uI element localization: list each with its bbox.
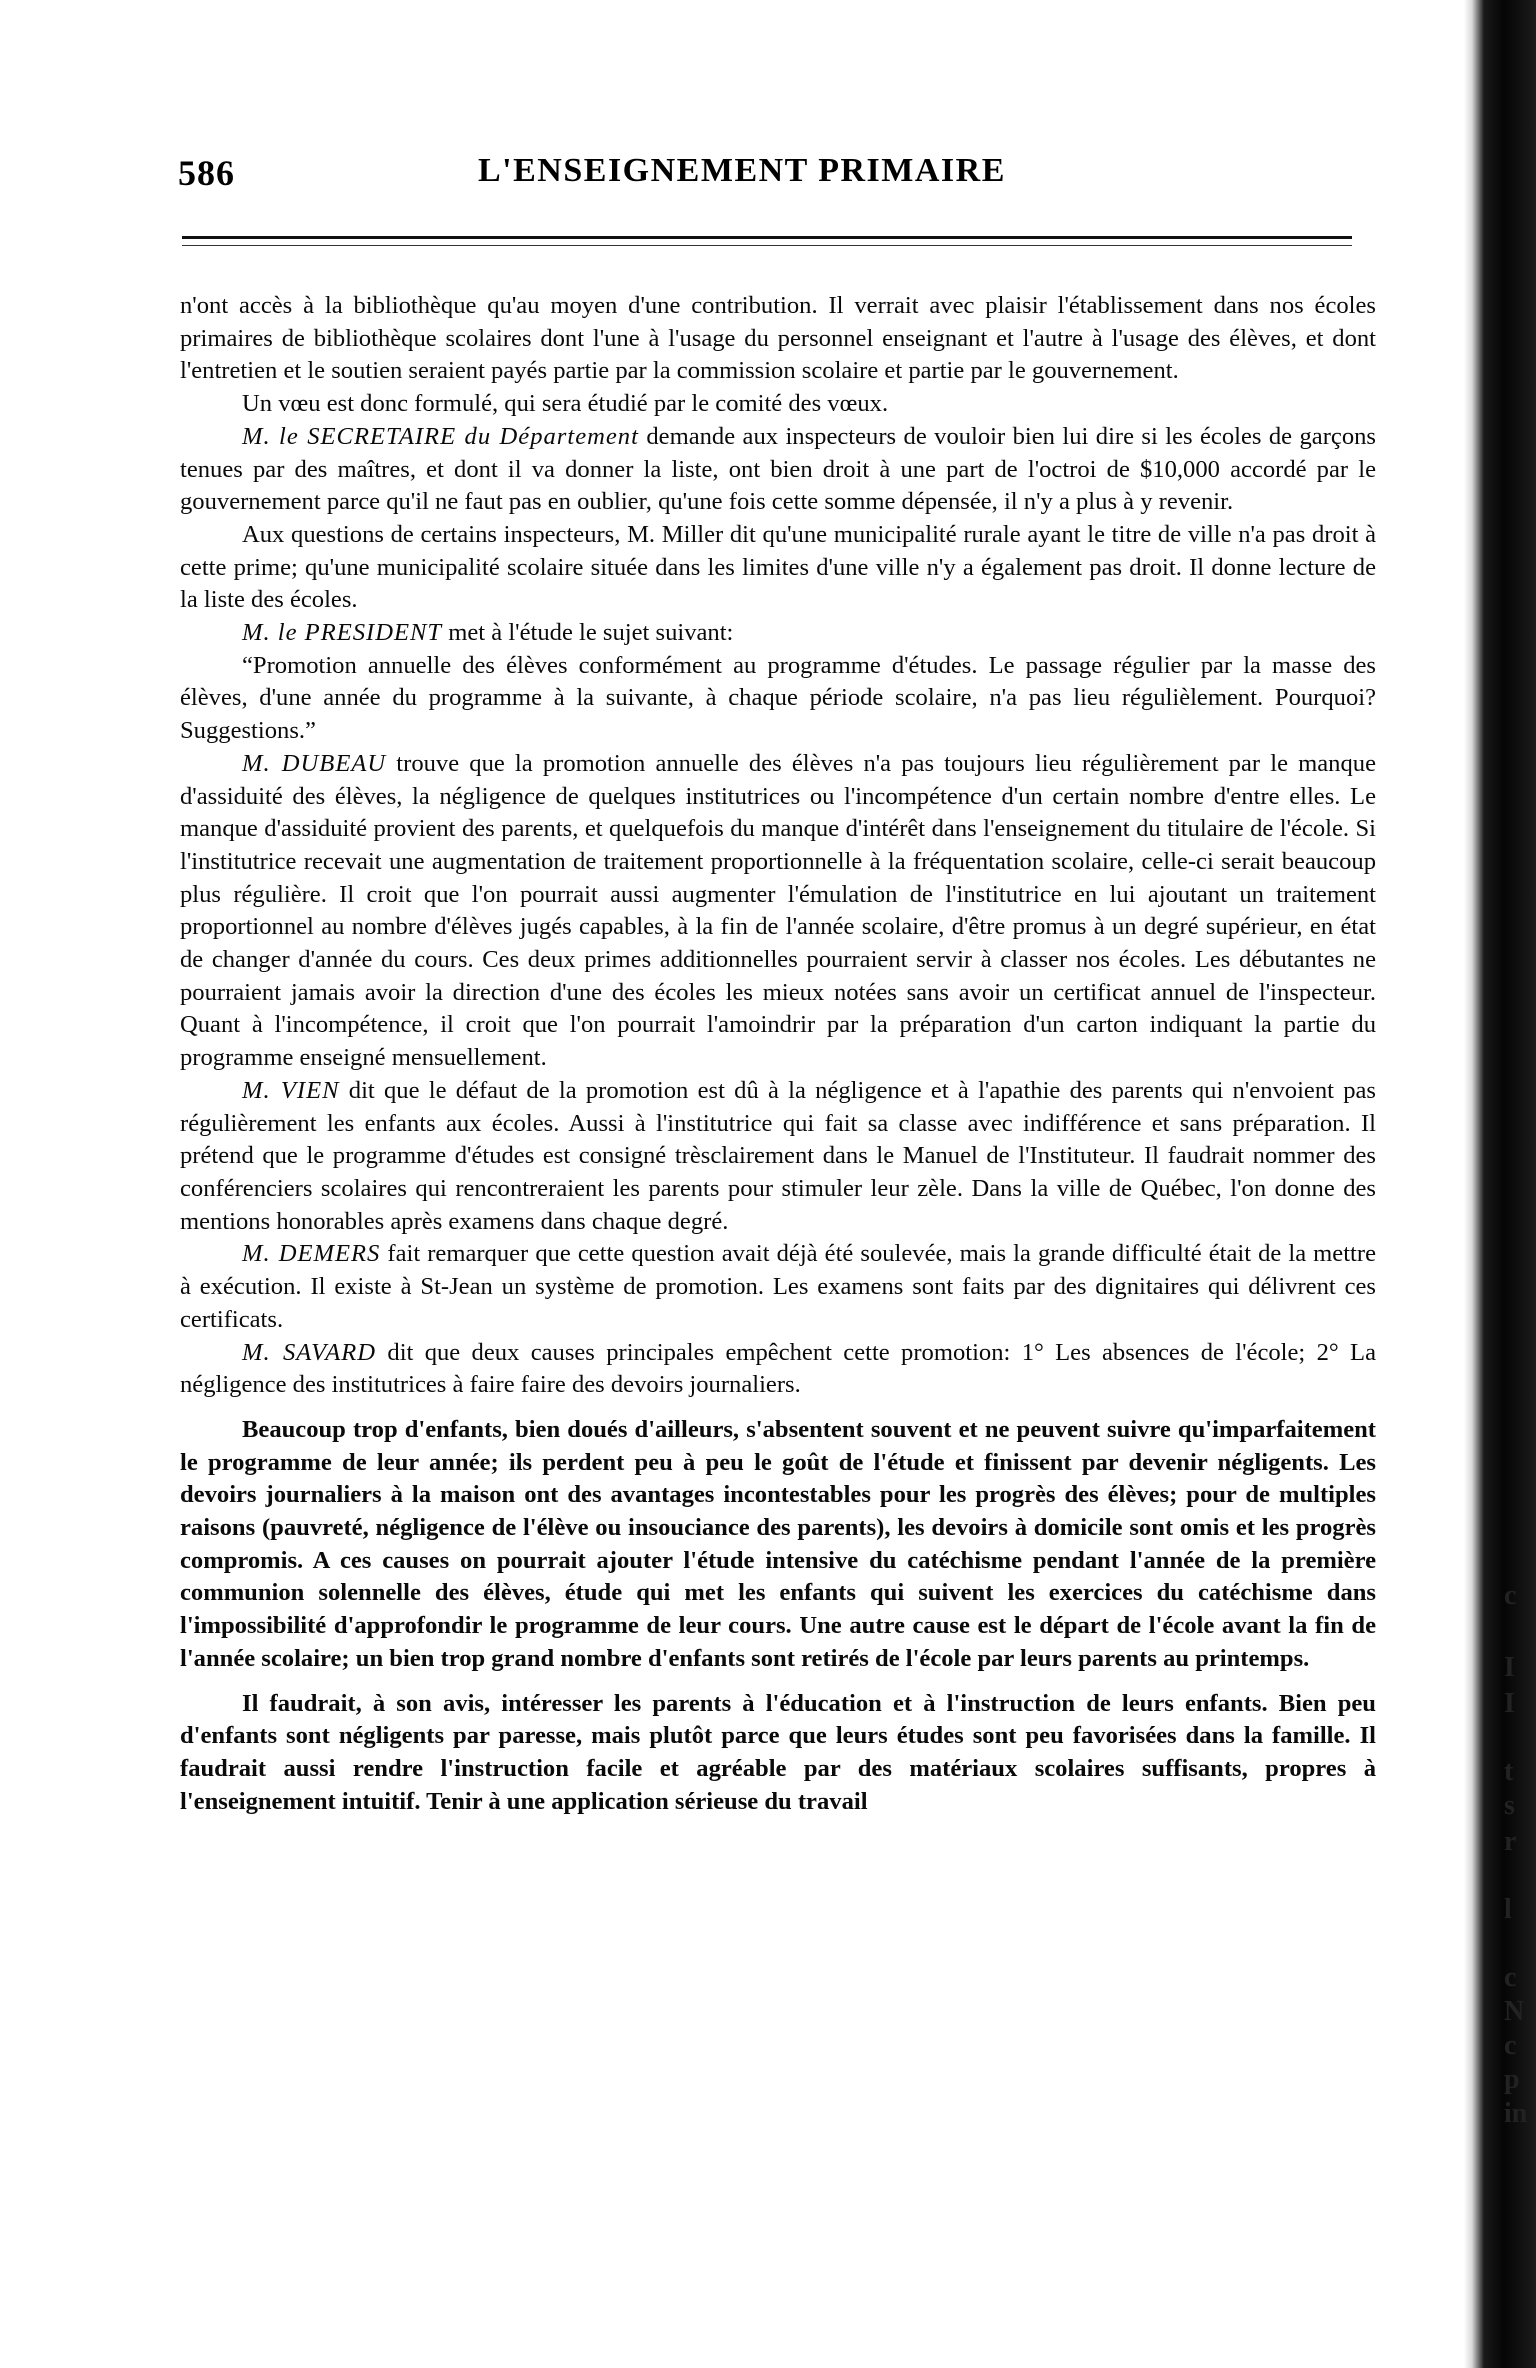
paragraph — [180, 519, 1376, 617]
paragraph-text: trouve que la promotion annuelle des élèves n'a pas toujours lieu régulièrement par le manque d'assiduité des élèves, la négligence de quelques institutrices ou l'incompétence d'un certain nombre d'entre elles. Le manque d'assiduité provient des parents, et quelquefois du manque d'intérêt dans l'enseignement du titulaire de l'école. Si l'institutrice recevait une augmentation de traitement proportionnelle à la fréquentation scolaire, celle-ci serait beaucoup plus régulière. Il croit que l'on pourrait aussi augmenter l'émulation de l'institutrice en lui ajoutant un traitement proportionnel au nombre d'élèves jugés capables, à la fin de l'année scolaire, d'être promus à un degré supérieur, en état de changer d'année du cours. Ces deux primes additionnelles pourraient servir à classer nos écoles. Les débutantes ne pourraient jamais avoir la direction d'une des écoles les mieux notées sans avoir un certificat annuel de l'inspecteur. Quant à l'incompétence, il croit que l'on pourrait l'amoindrir par la préparation d'un carton indiquant la partie du programme enseigné mensuellement. — [180, 749, 1376, 1072]
header-rule — [182, 236, 1352, 239]
speaker-name: M. SAVARD — [242, 1338, 377, 1366]
bleed-letter: c — [1504, 1580, 1517, 1611]
paragraph — [180, 1414, 1376, 1676]
paragraph-text: Il faudrait, à son avis, intéresser les parents à l'éducation et à l'instruction de leurs enfants. Bien peu d'enfants sont négligents par paresse, mais plutôt parce que leurs études sont peu favorisées dans la famille. Il faudrait aussi rendre l'instruction facile et agréable par des matériaux scolaires suffisants, propres à l'enseignement intuitif. Tenir à une application sérieuse du travail — [180, 1689, 1376, 1815]
body-text — [180, 290, 1376, 1818]
speaker-name: M. VIEN — [242, 1076, 340, 1104]
paragraph-text: dit que le défaut de la promotion est dû à la négligence et à l'apathie des parents qui n'envoient pas régulièrement les enfants aux écoles. Aussi à l'institutrice qui fait sa classe avec indifférence et sans préparation. Il prétend que le programme d'études est consigné trèsclairement dans le Manuel de l'Instituteur. Il faudrait nommer des conférenciers scolaires qui rencontreraient les parents pour stimuler leur zèle. Dans la ville de Québec, l'on donne des mentions honorables après examens dans chaque degré. — [180, 1076, 1376, 1235]
running-title: L'ENSEIGNEMENT PRIMAIRE — [478, 152, 1006, 189]
bleed-letter: r — [1504, 1826, 1517, 1857]
paragraph — [180, 748, 1376, 1075]
paragraph — [180, 1238, 1376, 1336]
paragraph — [180, 1688, 1376, 1819]
bleed-letter: l — [1504, 1894, 1512, 1925]
paragraph-text: Un vœu est donc formulé, qui sera étudié par le comité des vœux. — [242, 390, 889, 418]
paragraph — [180, 421, 1376, 519]
bleed-letter: c — [1504, 1962, 1517, 1993]
paragraph — [180, 388, 1376, 421]
paragraph — [180, 617, 1376, 650]
speaker-name: M. le SECRETAIRE du Département — [242, 422, 639, 450]
paragraph — [180, 1075, 1376, 1239]
bleed-letter: t — [1504, 1756, 1514, 1787]
paragraph-text: Aux questions de certains inspecteurs, M. Miller dit qu'une municipalité rurale ayant le titre de ville n'a pas droit à cette prime; qu'une municipalité scolaire située dans les limites d'une ville n'y a également pas droit. Il donne lecture de la liste des écoles. — [180, 520, 1376, 614]
speaker-name: M. le PRESIDENT — [242, 619, 443, 647]
paragraph — [180, 650, 1376, 748]
bleed-letter: in — [1504, 2098, 1528, 2129]
header-rule-thin — [182, 245, 1352, 246]
page-number: 586 — [178, 153, 235, 193]
bleed-letter: I — [1504, 1652, 1515, 1683]
bleed-letter: I — [1504, 1688, 1515, 1719]
bleed-letter: p — [1504, 2064, 1520, 2095]
paragraph-text: demande aux inspecteurs de vouloir bien lui dire si les écoles de garçons tenues par des maîtres, et dont il va donner la liste, ont bien droit à une part de l'octroi de $10,000 accordé par le gouvernement parce qu'il ne faut pas en oublier, qu'une fois cette somme dépensée, il n'y a plus à y revenir. — [180, 422, 1376, 516]
paragraph — [180, 1337, 1376, 1402]
bleed-letter: N — [1504, 1996, 1525, 2027]
bleed-letter: c — [1504, 2030, 1517, 2061]
bleed-letter: s — [1504, 1790, 1515, 1821]
paragraph-text: Beaucoup trop d'enfants, bien doués d'ailleurs, s'absentent souvent et ne peuvent suivre qu'imparfaitement le programme de leur année; ils perdent peu à peu le goût de l'étude et finissent par devenir négligents. Les devoirs journaliers à la maison ont des avantages incontestables pour les progrès des élèves; pour de multiples raisons (pauvreté, négligence de l'élève ou insouciance des parents), les devoirs à domicile sont omis et les progrès compromis. A ces causes on pourrait ajouter l'étude intensive du catéchisme pendant l'année de la première communion solennelle des élèves, étude qui met les enfants qui suivent les exercices du catéchisme dans l'impossibilité d'approfondir le programme de leur cours. Une autre cause est le départ de l'école avant la fin de l'année scolaire; un bien trop grand nombre d'enfants sont retirés de l'école par leurs parents au printemps. — [180, 1415, 1376, 1672]
page-header — [178, 152, 1052, 202]
speaker-name: M. DEMERS — [242, 1240, 381, 1268]
paragraph-text: n'ont accès à la bibliothèque qu'au moyen d'une contribution. Il verrait avec plaisir l'établissement dans nos écoles primaires de bibliothèque scolaires dont l'une à l'usage du personnel enseignant et l'autre à l'usage des élèves, et dont l'entretien et le soutien seraient payés partie par la commission scolaire et partie par le gouvernement. — [180, 292, 1376, 385]
paragraph-text: “Promotion annuelle des élèves conformément au programme d'études. Le passage régulier par la masse des élèves, d'une année du programme à la suivante, à chaque période scolaire, n'a pas lieu régulièlement. Pourquoi? Suggestions.” — [180, 651, 1376, 745]
paragraph-text: fait remarquer que cette question avait déjà été soulevée, mais la grande difficulté était de la mettre à exécution. Il existe à St-Jean un système de promotion. Les examens sont faits par des dignitaires qui délivrent ces certificats. — [180, 1240, 1376, 1333]
paragraph-text: met à l'étude le sujet suivant: — [442, 619, 734, 647]
paragraph-text: dit que deux causes principales empêchent cette promotion: 1° Les absences de l'école; 2° La négligence des institutrices à faire faire des devoirs journaliers. — [180, 1338, 1376, 1399]
paragraph — [180, 290, 1376, 388]
speaker-name: M. DUBEAU — [242, 749, 387, 777]
